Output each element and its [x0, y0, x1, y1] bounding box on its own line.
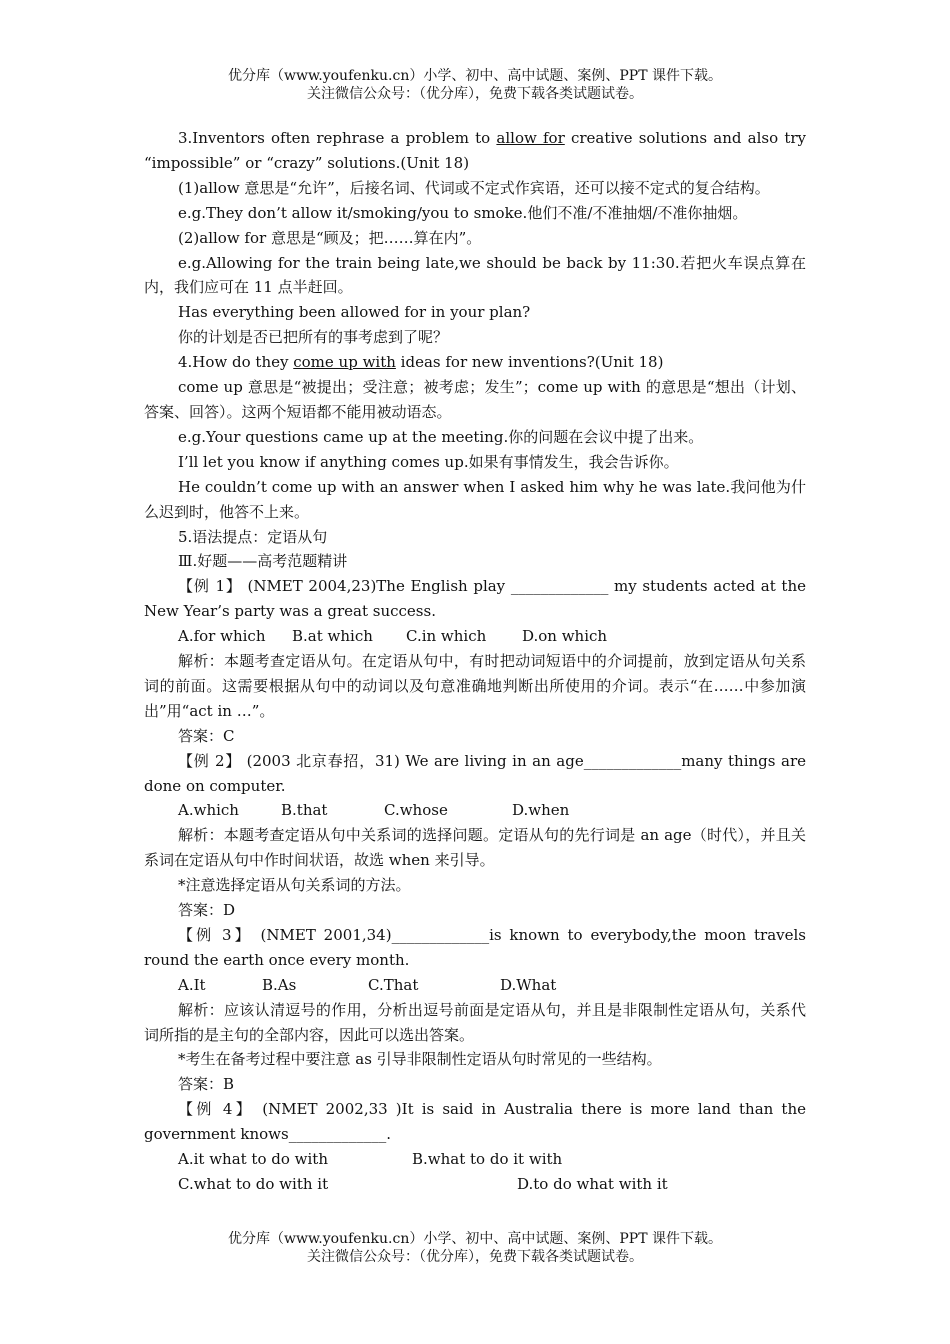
example-1-question: 【例 1】 (NMET 2004,23)The English play _____________ my students acted at the New Year’s party was a great success.: [144, 577, 806, 621]
example-3-note: *考生在备考过程中要注意 as 引导非限制性定语从句时常见的一些结构。: [178, 1050, 662, 1069]
item-4-heading: [144, 350, 806, 375]
item-3-example-2: e.g.Allowing for the train being late,we should be back by 11:30.若把火车误点算在内，我们应可在 11 点半赶回。: [144, 253, 806, 297]
item-3-text-a: 3.Inventors often rephrase a problem to: [178, 129, 497, 147]
item-4-example-3: He couldn’t come up with an answer when I asked him why he was late.我问他为什么迟到时，他答不上来。: [144, 477, 806, 521]
item-3-example-4: 你的计划是否已把所有的事考虑到了呢？: [178, 328, 449, 347]
option-b: B.at which: [292, 627, 373, 646]
option-d: D.on which: [522, 627, 608, 646]
item-3-example-3: Has everything been allowed for in your plan?: [178, 303, 531, 322]
footer-line-1: 优分库（www.youfenku.cn）小学、初中、高中试题、案例、PPT 课件下载。: [227, 1231, 722, 1247]
item-3-point-2: (2)allow for 意思是“顾及；把……算在内”。: [178, 228, 482, 247]
item-4-text-b: ideas for new inventions?(Unit 18): [395, 353, 664, 372]
footer-line-2: 关注微信公众号：（优分库），免费下载各类试题试卷。: [307, 1249, 643, 1265]
section-3-heading: Ⅲ.好题——高考范题精讲: [178, 552, 348, 571]
item-4-point-1: come up 意思是“被提出；受注意；被考虑；发生”；come up with 的意思是“想出（计划、答案、回答）。这两个短语都不能用被动语态。: [144, 378, 806, 421]
example-1-options: [144, 624, 806, 649]
example-2-analysis: 解析：本题考查定语从句中关系词的选择问题。定语从句的先行词是 an age（时代），并且关系词在定语从句中作时间状语，故选 when 来引导。: [144, 826, 806, 870]
item-3-example-1: e.g.They don’t allow it/smoking/you to smoke.他们不准/不准抽烟/不准你抽烟。: [178, 203, 748, 222]
item-4-example-2: I’ll let you know if anything comes up.如果有事情发生，我会告诉你。: [178, 452, 679, 471]
item-4-text-a: 4.How do they: [178, 353, 294, 372]
example-4-options-row-2: [144, 1172, 806, 1197]
page-header: [0, 67, 950, 103]
option-b: B.As: [262, 975, 297, 994]
example-4-question: 【例 4】 (NMET 2002,33 )It is said in Australia there is more land than the government knows_____________.: [144, 1100, 806, 1144]
option-c: C.in which: [406, 627, 487, 646]
header-line-1: 优分库（www.youfenku.cn）小学、初中、高中试题、案例、PPT 课件下载。: [227, 68, 722, 84]
item-5-heading: 5.语法提点：定语从句: [178, 527, 328, 546]
option-b: B.that: [281, 801, 328, 820]
example-1-analysis: 解析：本题考查定语从句。在定语从句中，有时把动词短语中的介词提前，放到定语从句关系词的前面。这需要根据从句中的动词以及句意准确地判断出所使用的介词。表示“在……中参加演出”用“act in …”。: [144, 652, 806, 720]
example-3-analysis: 解析：应该认清逗号的作用，分析出逗号前面是定语从句，并且是非限制性定语从句，关系代词所指的是主句的全部内容，因此可以选出答案。: [144, 1000, 806, 1044]
page-footer: [0, 1230, 950, 1266]
document-body: [144, 126, 806, 1197]
item-3-underlined-phrase: allow for: [496, 129, 565, 147]
option-c: C.whose: [384, 801, 448, 820]
example-1-answer: 答案：C: [178, 726, 235, 745]
item-3-heading: [144, 126, 806, 176]
item-4-example-1: e.g.Your questions came up at the meeting.你的问题在会议中提了出来。: [178, 427, 704, 446]
option-a: A.It: [178, 975, 206, 994]
header-line-2: 关注微信公众号：（优分库），免费下载各类试题试卷。: [307, 86, 643, 102]
example-3-question: 【例 3】 (NMET 2001,34)_____________is known to everybody,the moon travels round the earth once every month.: [144, 925, 806, 969]
option-d: D.to do what with it: [517, 1175, 668, 1193]
example-3-options: [144, 973, 806, 998]
item-3-text-b: creative solutions and also try “impossible” or “crazy” solutions.(Unit 18): [144, 129, 807, 172]
example-3-answer: 答案：B: [178, 1075, 235, 1094]
option-a: A.it what to do with: [178, 1150, 328, 1169]
example-2-note: *注意选择定语从句关系词的方法。: [178, 876, 411, 895]
option-d: D.when: [512, 801, 570, 820]
item-4-underlined-phrase: come up with: [293, 353, 396, 372]
example-4-options-row-1: [144, 1147, 806, 1172]
option-c: C.That: [368, 975, 419, 994]
option-d: D.What: [500, 975, 557, 994]
example-2-question: 【例 2】 (2003 北京春招，31) We are living in an age_____________many things are done on computer.: [144, 751, 806, 795]
item-3-point-1: (1)allow 意思是“允许”，后接名词、代词或不定式作宾语，还可以接不定式的复合结构。: [178, 178, 770, 197]
option-c: C.what to do with it: [178, 1175, 329, 1193]
option-a: A.which: [178, 801, 239, 820]
example-2-options: [144, 798, 806, 823]
option-b: B.what to do it with: [412, 1150, 563, 1169]
option-a: A.for which: [178, 627, 266, 646]
example-2-answer: 答案：D: [178, 901, 236, 920]
